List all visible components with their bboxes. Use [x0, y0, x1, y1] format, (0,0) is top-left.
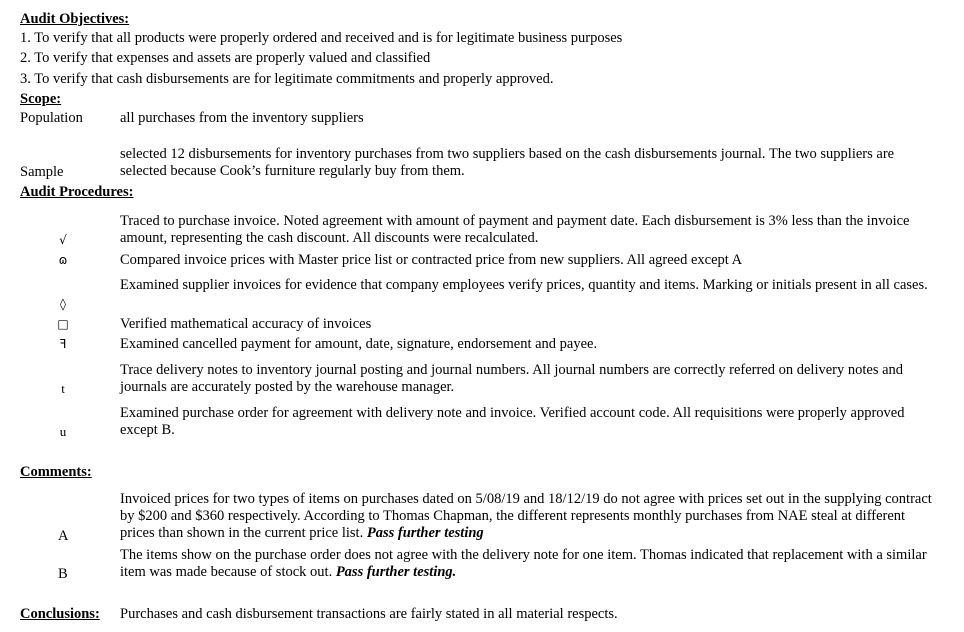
comment-b-body: The items show on the purchase order does not agree with the delivery note for one item. Thomas indicated that replacement with a similar item was made because of stock out.: [120, 547, 927, 580]
t-mark-icon: t: [61, 381, 65, 396]
audit-procedures-heading: Audit Procedures:: [20, 184, 134, 200]
population-text: all purchases from the inventory suppliers: [120, 110, 364, 126]
objective-2: 2. To verify that expenses and assets are properly valued and classified: [20, 50, 431, 66]
procedure-text-5: Examined cancelled payment for amount, date, signature, endorsement and payee.: [120, 336, 598, 352]
procedure-text-1: Traced to purchase invoice. Noted agreement with amount of payment and payment date. Each disbursement is 3% less than the invoice amount, representing the cash discount. All discounts were recalculated.: [120, 213, 910, 246]
omega-mark-icon: ɷ: [58, 253, 68, 267]
conclusions-text: Purchases and cash disbursement transactions are fairly stated in all material respects.: [120, 606, 618, 622]
square-mark-icon: □: [57, 317, 69, 331]
procedure-text-3: Examined supplier invoices for evidence that company employees verify prices, quantity and items. Marking or initials present in all cases.: [120, 277, 928, 293]
comment-text-b: [120, 547, 940, 581]
sample-label: Sample: [20, 164, 64, 180]
sample-text: selected 12 disbursements for inventory purchases from two suppliers based on the cash disbursements journal. The two suppliers are selected because Cook’s furniture regularly buy from them.: [120, 146, 895, 179]
objective-1: 1. To verify that all products were properly ordered and received and is for legitimate business purposes: [20, 30, 623, 46]
comment-a-emphasis: Pass further testing: [366, 525, 484, 541]
audit-objectives-heading: Audit Objectives:: [20, 11, 130, 27]
procedure-text-2: Compared invoice prices with Master price list or contracted price from new suppliers. All agreed except A: [120, 252, 743, 268]
conclusions-heading: Conclusions:: [20, 606, 100, 622]
diamond-mark-icon: ◊: [60, 297, 66, 311]
procedure-text-6: Trace delivery notes to inventory journal posting and journal numbers. All journal numbers are correctly referred on delivery notes and journals are accurately posted by the warehouse manager.: [120, 362, 904, 395]
checkmark-icon: √: [59, 233, 67, 247]
comments-heading: Comments:: [20, 464, 92, 480]
comment-a-body: Invoiced prices for two types of items on purchases dated on 5/08/19 and 18/12/19 do not agree with prices set out in the supplying contract by $200 and $360 respectively. According to Thomas Chapman, the different represents monthly purchases from NAE steal at different prices than shown in the current price list.: [120, 491, 932, 541]
objective-3: 3. To verify that cash disbursements are for legitimate commitments and properly approved.: [20, 71, 554, 87]
reversed-f-mark-icon: ꟻ: [59, 337, 67, 351]
procedure-text-7: Examined purchase order for agreement with delivery note and invoice. Verified account code. All requisitions were properly approved except B.: [120, 405, 905, 438]
u-mark-icon: u: [59, 424, 67, 439]
comment-text-a: [120, 491, 940, 542]
scope-heading: Scope:: [20, 91, 62, 107]
procedure-text-4: Verified mathematical accuracy of invoices: [120, 316, 372, 332]
comment-label-a: A: [58, 528, 69, 544]
population-label: Population: [20, 110, 83, 126]
comment-label-b: B: [58, 566, 68, 582]
comment-b-emphasis: Pass further testing.: [335, 564, 457, 580]
